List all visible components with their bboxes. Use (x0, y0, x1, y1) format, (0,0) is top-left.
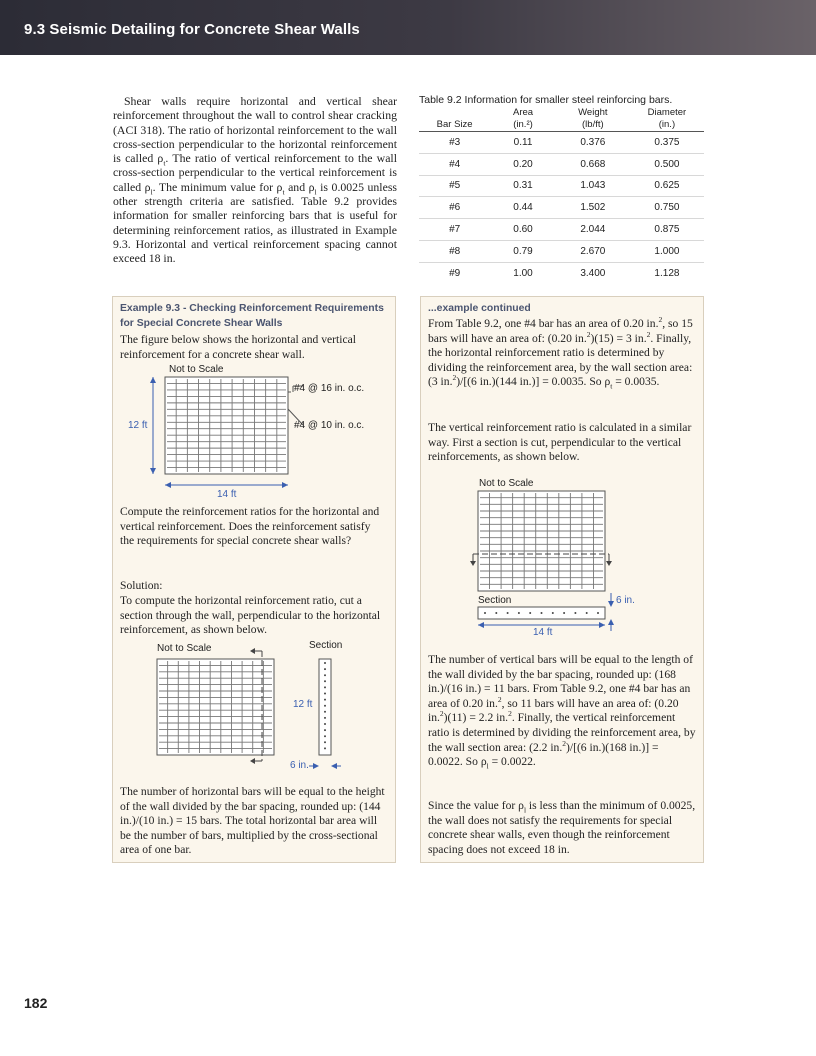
table-caption: Table 9.2 Information for smaller steel reinforcing bars. (419, 94, 673, 106)
rebar-dot (324, 705, 326, 707)
diameter-cell: 1.128 (654, 267, 680, 279)
table-row (419, 153, 704, 175)
area-cell: 0.44 (513, 202, 533, 214)
not-to-scale-label: Not to Scale (157, 643, 212, 654)
vertical-section-figure (421, 475, 705, 638)
rebar-dot (574, 612, 576, 614)
weight-cell: 2.670 (580, 245, 606, 257)
rebar-dot (518, 612, 520, 614)
rebar-dot (324, 693, 326, 695)
vertical-bar-callout: #4 @ 10 in. o.c. (294, 420, 365, 431)
rebar-dot (563, 612, 565, 614)
rebar-dot (484, 612, 486, 614)
area-cell: 0.20 (513, 158, 533, 170)
example-continued-box (420, 296, 704, 863)
horizontal-ratio-text: From Table 9.2, one #4 bar has an area of 0.20 in.$^2$, so 15 bars will have an area of: (0.20 in.$^2$)(15) = 3 in.$^2$. Finally, the horizontal reinforcement ratio is determined by dividing the reinforcement area, by the wall section area: (3 in.$^2$)/[(6 in.)(144 in.)] = 0.0035. So $\rho_t = 0.0035$. (428, 315, 693, 391)
rebar-dot (586, 612, 588, 614)
vertical-ratio-text: The number of vertical bars will be equal to the length of the wall divided by the bar spacing, rounded up: (168 in.)/(16 in.) = 11 bars. From Table 9.2, one #4 bar has an area of 0.20 in.$^2$, so 11 bars will have an area of: (0.20 in.$^2$)(11) = 2.2 in.$^2$. Finally, the vertical reinforcement ratio is determined by dividing the reinforcement area, by the wall section area: (2.2 in.$^2$)/[(6 in.)(168 in.)] = 0.0022. So $\rho_l = 0.0022$. (428, 653, 696, 771)
horizontal-bars-text: The number of horizontal bars will be equal to the height of the wall divided by the bar spacing, rounded up: (144 in.)/(10 in.) = 15 bars. The total horizontal bar area will be the number of bars, multiplied by the cross-sectional area of one bar. (120, 785, 385, 857)
rebar-dot (324, 699, 326, 701)
rebar-dot (507, 612, 509, 614)
not-to-scale-label: Not to Scale (479, 478, 534, 489)
table-row (419, 240, 704, 262)
area-cell: 1.00 (513, 267, 533, 279)
weight-cell: 0.668 (580, 158, 606, 170)
rebar-dot (552, 612, 554, 614)
example-intro: The figure below shows the horizontal and vertical reinforcement for a concrete shear wall. (120, 333, 356, 361)
wall-height-label: 12 ft (128, 420, 148, 431)
bar-size-cell: #5 (449, 180, 461, 192)
rebar-dot (324, 662, 326, 664)
area-cell: 0.11 (513, 136, 533, 148)
rebar-dot (495, 612, 497, 614)
horizontal-section-figure (113, 639, 397, 779)
rebar-dot (324, 741, 326, 743)
col-header-area: Area (in.²) (512, 107, 534, 130)
table-row (419, 132, 704, 154)
rebar-dot (324, 717, 326, 719)
intro-text (113, 94, 397, 266)
solution-text: To compute the horizontal reinforcement ratio, cut a section through the wall, perpendicular to the horizontal reinforcement, as shown below. (120, 594, 381, 637)
rebar-dot (324, 680, 326, 682)
col-header-weight: Weight (lb/ft) (578, 107, 608, 130)
example-box (112, 296, 396, 863)
diameter-cell: 0.375 (654, 136, 680, 148)
bar-size-cell: #6 (449, 202, 461, 214)
chapter-title: 9.3 Seismic Detailing for Concrete Shear Walls (24, 21, 360, 38)
page-number: 182 (24, 995, 48, 1011)
rebar-dot (597, 612, 599, 614)
table-row (419, 262, 704, 283)
rebar-dot (324, 674, 326, 676)
area-cell: 0.79 (513, 245, 533, 257)
diameter-cell: 1.000 (654, 245, 680, 257)
vertical-section-drawing (421, 475, 705, 635)
diameter-cell: 0.625 (654, 180, 680, 192)
rebar-dot (324, 711, 326, 713)
table-row (419, 219, 704, 241)
col-header-bar-size: Bar Size (436, 119, 473, 130)
bar-size-cell: #8 (449, 245, 461, 257)
continued-title: ...example continued (428, 303, 531, 314)
vertical-ratio-intro: The vertical reinforcement ratio is calculated in a similar way. First a section is cut, perpendicular to the vertical reinforcements, as shown below. (428, 421, 692, 464)
intro-paragraph: Shear walls require horizontal and vertical shear reinforcement throughout the wall to control shear cracking (ACI 318). The ratio of horizontal reinforcement to the wall cross-section perpendicular to the horizontal reinforcement is called $\rho_t$. The ratio of vertical reinforcement to the wall cross-section perpendicular to the vertical reinforcement is called $\rho_l$. The minimum value for $\rho_t$ and $\rho_l$ is 0.0025 unless other strength criteria are satisfied. Table 9.2 provides information for smaller reinforcing bars that is useful for determining reinforcement ratios, as illustrated in Example 9.3. Horizontal and vertical reinforcement spacing cannot exceed 18 in. (113, 94, 398, 266)
section-height-label: 12 ft (293, 699, 313, 710)
diameter-cell: 0.750 (654, 202, 680, 214)
bar-size-cell: #4 (449, 158, 461, 170)
section-width-label: 14 ft (533, 627, 553, 638)
rebar-dot (324, 729, 326, 731)
rebar-dot (324, 668, 326, 670)
wall-elevation-figure (113, 363, 397, 503)
rebar-dot (541, 612, 543, 614)
horizontal-section-drawing (113, 639, 397, 779)
col-header-diameter: Diameter (in.) (647, 107, 687, 130)
rebar-dot (324, 747, 326, 749)
rebar-dot (324, 686, 326, 688)
not-to-scale-label: Not to Scale (169, 364, 224, 375)
section-thickness-label: 6 in. (290, 760, 309, 771)
weight-cell: 0.376 (580, 136, 606, 148)
section-thickness-label: 6 in. (616, 595, 635, 606)
example-title: Example 9.3 - Checking Reinforcement Requirements for Special Concrete Shear Walls (120, 303, 384, 329)
conclusion-text: Since the value for $\rho_l$ is less than the minimum of 0.0025, the wall does not satisfy the requirements for special concrete shear walls, even though the reinforcement spacing does not exceed 18 in. (428, 799, 696, 856)
rebar-dot (529, 612, 531, 614)
diameter-cell: 0.500 (654, 158, 680, 170)
bar-size-cell: #9 (449, 267, 461, 279)
bar-size-cell: #7 (449, 224, 461, 236)
weight-cell: 1.502 (580, 202, 606, 214)
weight-cell: 1.043 (580, 180, 606, 192)
wall-width-label: 14 ft (217, 489, 237, 500)
example-question: Compute the reinforcement ratios for the horizontal and vertical reinforcement. Does the reinforcement satisfy the requirements for special concrete shear walls? (120, 505, 380, 548)
section-label: Section (478, 595, 512, 606)
bar-info-table (419, 94, 704, 284)
weight-cell: 2.044 (580, 224, 606, 236)
rebar-dot (324, 723, 326, 725)
table-header-row (419, 107, 704, 132)
diameter-cell: 0.875 (654, 224, 680, 236)
solution-heading: Solution: (120, 579, 163, 592)
table-row (419, 197, 704, 219)
area-cell: 0.31 (513, 180, 533, 192)
bar-size-cell: #3 (449, 136, 461, 148)
area-cell: 0.60 (513, 224, 533, 236)
weight-cell: 3.400 (580, 267, 606, 279)
rebar-dot (324, 735, 326, 737)
chapter-header (0, 0, 816, 55)
table-row (419, 175, 704, 197)
horizontal-bar-callout: #4 @ 16 in. o.c. (294, 383, 365, 394)
section-label: Section (309, 640, 343, 651)
